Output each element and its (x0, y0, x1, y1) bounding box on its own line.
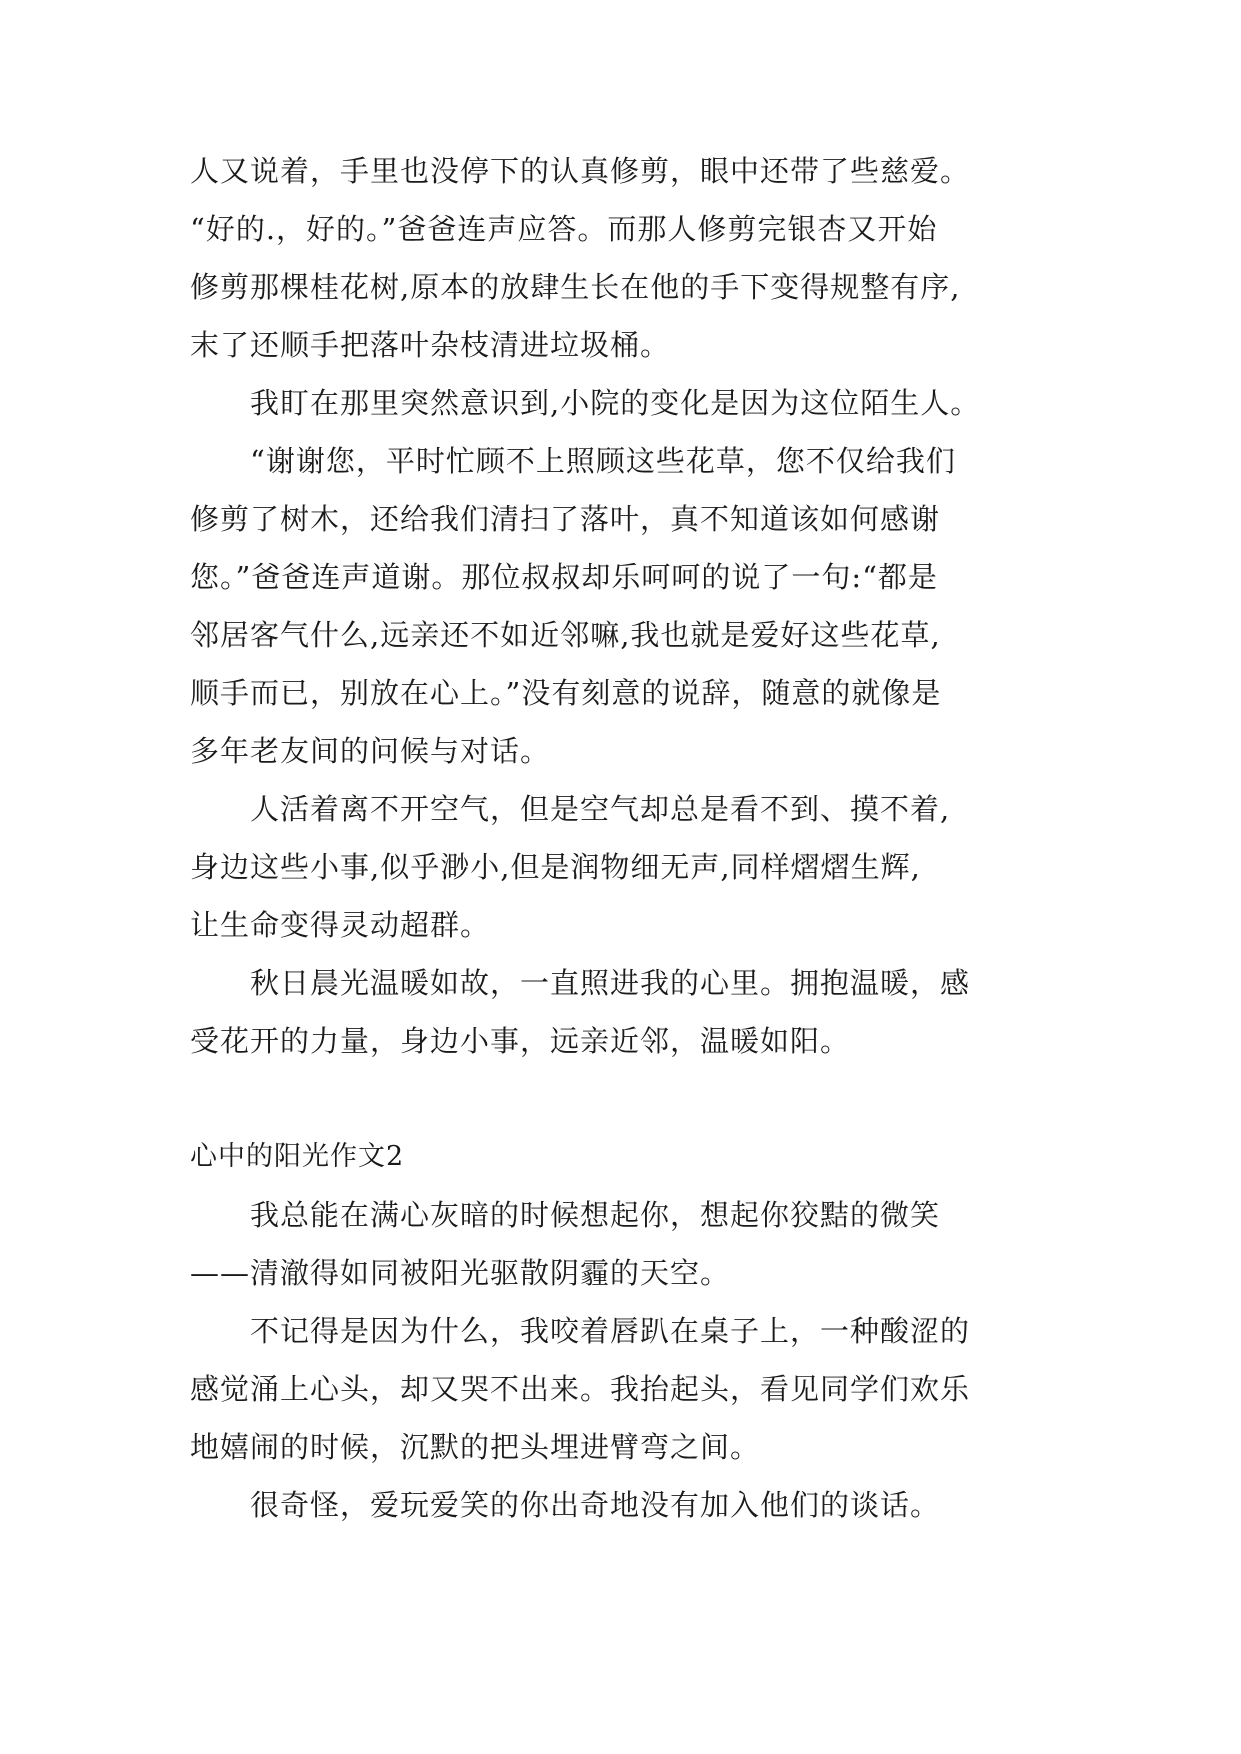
text-line: 秋日晨光温暖如故，一直照进我的心里。拥抱温暖，感 (190, 966, 971, 1000)
text-line: 很奇怪，爱玩爱笑的你出奇地没有加入他们的谈话。 (190, 1488, 941, 1522)
document-body (190, 142, 1090, 1534)
essay-paragraph (190, 142, 1090, 374)
section-spacer (190, 1070, 1090, 1128)
essay-paragraph (190, 374, 1090, 432)
section-title: 心中的阳光作文2 (190, 1141, 405, 1172)
essay-paragraph (190, 954, 1090, 1070)
text-line: 顺手而已，别放在心上。”没有刻意的说辞，随意的就像是 (190, 676, 942, 710)
text-line: 邻居客气什么,远亲还不如近邻嘛,我也就是爱好这些花草, (190, 618, 941, 652)
text-line: 修剪了树木，还给我们清扫了落叶，真不知道该如何感谢 (190, 502, 941, 536)
text-line: 地嬉闹的时候，沉默的把头埋进臂弯之间。 (190, 1430, 761, 1464)
essay-paragraph (190, 1186, 1090, 1302)
text-line: 我盯在那里突然意识到,小院的变化是因为这位陌生人。 (190, 386, 981, 420)
text-line: 修剪那棵桂花树,原本的放肆生长在他的手下变得规整有序, (190, 270, 961, 304)
text-line: 身边这些小事,似乎渺小,但是润物细无声,同样熠熠生辉, (190, 850, 921, 884)
text-line: 不记得是因为什么，我咬着唇趴在桌子上，一种酸涩的 (190, 1314, 971, 1348)
text-line: ——清澈得如同被阳光驱散阴霾的天空。 (190, 1256, 731, 1290)
essay-paragraph (190, 1302, 1090, 1476)
text-line: 我总能在满心灰暗的时候想起你，想起你狡黠的微笑 (190, 1198, 941, 1232)
essay-paragraph (190, 432, 1090, 780)
text-line: 让生命变得灵动超群。 (190, 908, 491, 942)
text-line: 多年老友间的问候与对话。 (190, 734, 551, 768)
text-line: “谢谢您，平时忙顾不上照顾这些花草，您不仅给我们 (190, 444, 956, 478)
text-line: 您。”爸爸连声道谢。那位叔叔却乐呵呵的说了一句:“都是 (190, 560, 938, 594)
essay-paragraph (190, 780, 1090, 954)
text-line: 人又说着，手里也没停下的认真修剪，眼中还带了些慈爱。 (190, 154, 971, 188)
text-line: 末了还顺手把落叶杂枝清进垃圾桶。 (190, 328, 671, 362)
essay-paragraph (190, 1476, 1090, 1534)
text-line: 人活着离不开空气，但是空气却总是看不到、摸不着, (190, 792, 951, 826)
text-line: 受花开的力量，身边小事，远亲近邻，温暖如阳。 (190, 1024, 851, 1058)
text-line: “好的.，好的。”爸爸连声应答。而那人修剪完银杏又开始 (190, 212, 938, 246)
text-line: 感觉涌上心头，却又哭不出来。我抬起头，看见同学们欢乐 (190, 1372, 971, 1406)
